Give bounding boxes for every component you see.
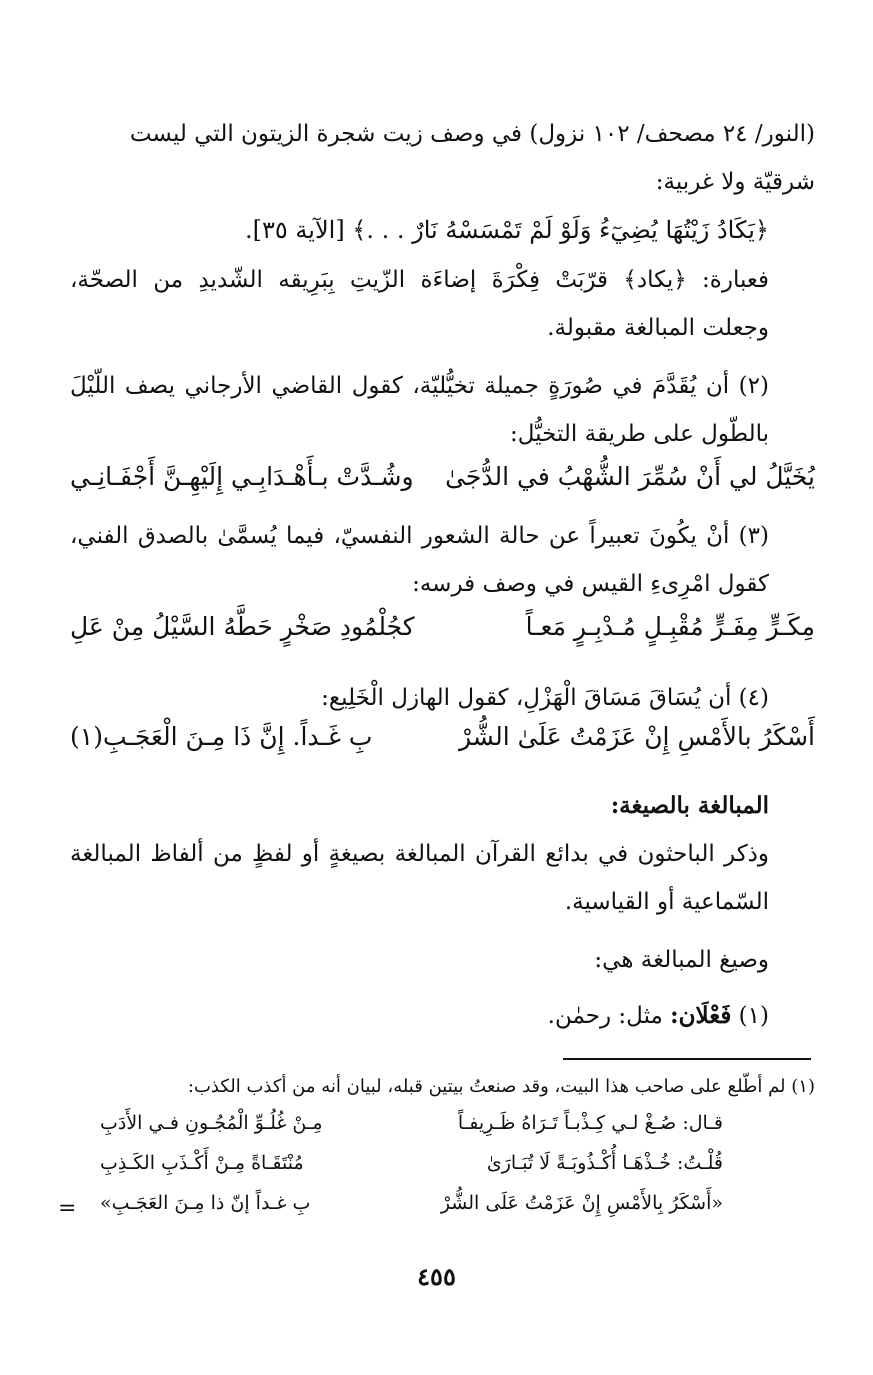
paragraph-text: (٤) أن يُسَاقَ مَسَاقَ الْهَزْلِ، كقول الهازل الْخَلِيع: bbox=[321, 685, 769, 711]
paragraph-point-2 bbox=[70, 362, 815, 458]
footnote-hemistich-second: بِ غـداً إنّ ذا مِـنَ العَجَـبِ» bbox=[100, 1192, 311, 1214]
footnote-separator bbox=[563, 1058, 811, 1060]
paragraph-researchers bbox=[70, 830, 815, 926]
paragraph-text: (٢) أن يُقَدَّمَ في صُورَةٍ جميلة تخيُّليّة، كقول القاضي الأرجاني يصف اللّيْلَ بالطّول على طريقة التخيُّل: bbox=[70, 373, 769, 447]
footnote-verse bbox=[100, 1112, 723, 1134]
poem-hemistich-first: مِكَـرٍّ مِفَـرٍّ مُقْبِـلٍ مُـدْبِـرٍ مَعـاً bbox=[525, 612, 815, 641]
paragraph-explanation bbox=[70, 256, 815, 352]
paragraph-text: وصيغ المبالغة هي: bbox=[594, 947, 769, 973]
poem-verse-imru-al-qays bbox=[70, 612, 815, 641]
footnote-hemistich-second: مِـنْ غُلُـوِّ الْمُجُـونِ فـي الأَدَبِ bbox=[100, 1112, 323, 1134]
list-number: (١) bbox=[738, 1003, 769, 1029]
form-example: مثل: رحمٰن. bbox=[547, 1003, 663, 1029]
text-line: (النور/ ٢٤ مصحف/ ١٠٢ نزول) في وصف زيت شجرة الزيتون التي ليست bbox=[129, 121, 815, 147]
paragraph-text: (٣) أنْ يكُونَ تعبيراً عن حالة الشعور النفسيّ، فيما يُسمَّىٰ بالصدق الفني، كقول امْرِىءِ القيس في وصف فرسه: bbox=[70, 523, 769, 597]
footnote-hemistich-second: مُنْتَقَـاةً مِـنْ أَكْـذَبِ الكَـذِبِ bbox=[100, 1152, 304, 1174]
footnote-verse bbox=[100, 1192, 723, 1214]
paragraph-text: وذكر الباحثون في بدائع القرآن المبالغة بصيغةٍ أو لفظٍ من ألفاظ المبالغة السّماعية أو القياسية. bbox=[70, 841, 769, 915]
paragraph-forms bbox=[70, 936, 815, 984]
paragraph-point-3 bbox=[70, 512, 815, 608]
poem-hemistich-second: كجُلْمُودِ صَخْرٍ حَطَّهُ السَّيْلُ مِنْ عَلِ bbox=[70, 612, 415, 641]
poem-verse-jester bbox=[70, 722, 815, 751]
footnote-intro bbox=[70, 1072, 815, 1102]
text-line: شرقيّة ولا غربية: bbox=[655, 169, 815, 195]
footnote-verse bbox=[100, 1152, 723, 1174]
section-heading bbox=[70, 782, 815, 830]
poem-hemistich-first: أَسْكَرُ بالأَمْسِ إِنْ عَزَمْتُ عَلَىٰ الشُّرْ bbox=[459, 722, 815, 751]
footnote-text: (١) لم أطّلع على صاحب هذا البيت، وقد صنعتُ بيتين قبله، لبيان أنه من أكذب الكذب: bbox=[187, 1076, 815, 1097]
footnote-hemistich-first: قُلْـتُ: خُـذْهَـا أُكْـذُوبَـةً لَا تُبَـارَىٰ bbox=[486, 1152, 723, 1174]
footnote-hemistich-first: قـال: صُـغْ لـي كِـذْبـاً تَـرَاهُ ظَـرِيفـاً bbox=[457, 1112, 723, 1134]
form-name: فَعْلَان: bbox=[670, 1002, 732, 1029]
list-item-faalan bbox=[70, 992, 815, 1040]
poem-hemistich-second: بِ غَـداً. إِنَّ ذَا مِـنَ الْعَجَـبِ(١) bbox=[70, 722, 373, 751]
continuation-mark: = bbox=[58, 1196, 77, 1221]
paragraph-point-4 bbox=[70, 674, 815, 722]
poem-hemistich-second: وشُـدَّتْ بـأَهْـدَابِـي إِلَيْهِـنَّ أَجْفَـانِـي bbox=[70, 462, 414, 491]
heading-text: المبالغة بالصيغة: bbox=[610, 792, 769, 819]
poem-hemistich-first: يُخَيَّلُ لي أَنْ سُمِّرَ الشُّهْبُ في الدُّجَىٰ bbox=[445, 462, 815, 491]
verse-text: ﴿يَكَادُ زَيْتُهَا يُضِيٓءُ وَلَوْ لَمْ تَمْسَسْهُ نَارٌ . . .﴾ [الآية ٣٥]. bbox=[245, 216, 769, 244]
footnote-hemistich-first: «أَسْكَرُ بِالأَمْسِ إِنْ عَزَمْتُ عَلَى الشُّرْ bbox=[440, 1192, 723, 1214]
page-number: ٤٥٥ bbox=[417, 1262, 456, 1291]
quran-verse bbox=[70, 206, 815, 254]
list-item-text bbox=[70, 992, 815, 1040]
paragraph-quran-reference bbox=[70, 110, 815, 206]
poem-verse-arrajani bbox=[70, 462, 815, 491]
paragraph-text: فعبارة: ﴿يكاد﴾ قرّبَتْ فِكْرَةَ إضاءَة الزّيتِ بِبَرِيقه الشّديدِ من الصحّة، وجعلت المبالغة مقبولة. bbox=[70, 267, 769, 341]
